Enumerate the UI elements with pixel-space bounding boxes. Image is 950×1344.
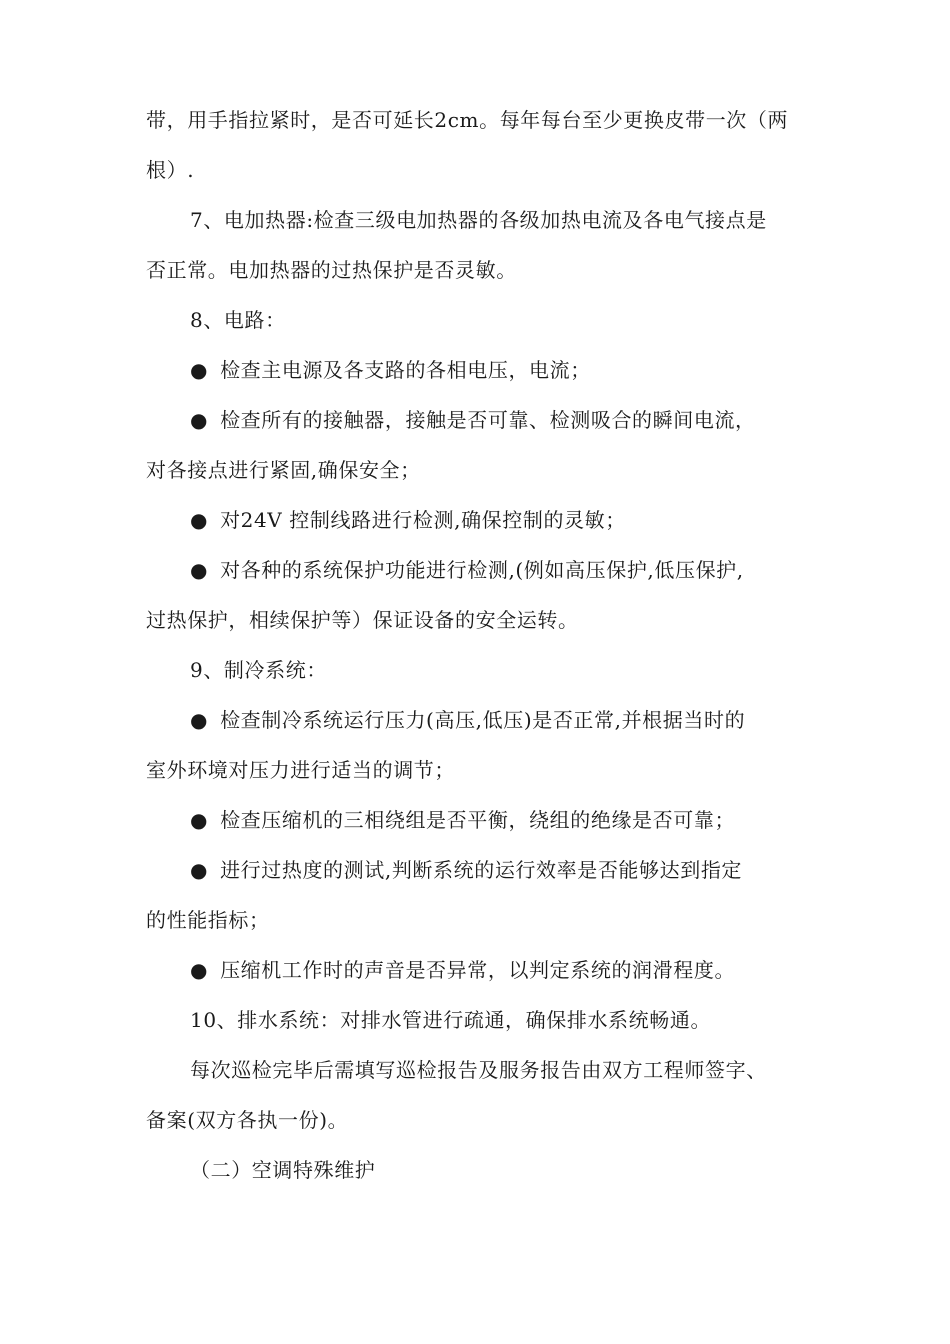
bullet-text: 压缩机工作时的声音是否异常，以判定系统的润滑程度。	[220, 958, 736, 982]
bullet-item-24v	[190, 508, 810, 532]
bullet-item-compressor-noise	[190, 958, 810, 982]
bullet-icon: ●	[190, 808, 209, 832]
bullet-text: 检查压缩机的三相绕组是否平衡，绕组的绝缘是否可靠；	[220, 808, 736, 832]
bullet-item-pressure-cont: 室外环境对压力进行适当的调节；	[146, 758, 455, 782]
bullet-icon: ●	[190, 408, 209, 432]
section-heading-special-maintenance: （二）空调特殊维护	[190, 1158, 376, 1182]
bullet-item-compressor-windings	[190, 808, 810, 832]
bullet-icon: ●	[190, 858, 209, 882]
item-8-circuit-heading: 8、电路：	[190, 308, 286, 332]
bullet-item-superheat-cont: 的性能指标；	[146, 908, 270, 932]
bullet-text: 检查所有的接触器，接触是否可靠、检测吸合的瞬间电流，	[220, 408, 756, 432]
item-10-drainage: 10、排水系统：对排水管进行疏通，确保排水系统畅通。	[190, 1008, 712, 1032]
inspection-report-note: 每次巡检完毕后需填写巡检报告及服务报告由双方工程师签字、	[190, 1058, 767, 1082]
bullet-item-contactors-cont: 对各接点进行紧固,确保安全；	[146, 458, 421, 482]
bullet-item-protection	[190, 558, 810, 582]
bullet-item-main-power	[190, 358, 810, 382]
bullet-icon: ●	[190, 358, 209, 382]
item-9-refrigeration-heading: 9、制冷系统：	[190, 658, 327, 682]
text-line-belt: 带，用手指拉紧时，是否可延长2cm。每年每台至少更换皮带一次（两	[146, 108, 789, 132]
bullet-icon: ●	[190, 508, 209, 532]
bullet-text: 检查主电源及各支路的各相电压，电流；	[220, 358, 591, 382]
bullet-item-protection-cont: 过热保护，相续保护等）保证设备的安全运转。	[146, 608, 579, 632]
text-line-belt-cont: 根）.	[146, 158, 195, 182]
item-7-heater: 7、电加热器:检查三级电加热器的各级加热电流及各电气接点是	[190, 208, 767, 232]
bullet-text: 对各种的系统保护功能进行检测,(例如高压保护,低压保护,	[220, 558, 744, 582]
bullet-icon: ●	[190, 708, 209, 732]
bullet-item-contactors	[190, 408, 810, 432]
bullet-icon: ●	[190, 958, 209, 982]
bullet-text: 进行过热度的测试,判断系统的运行效率是否能够达到指定	[220, 858, 743, 882]
bullet-text: 对24V 控制线路进行检测,确保控制的灵敏；	[220, 508, 626, 532]
item-7-heater-cont: 否正常。电加热器的过热保护是否灵敏。	[146, 258, 517, 282]
bullet-item-superheat	[190, 858, 810, 882]
bullet-icon: ●	[190, 558, 209, 582]
bullet-text: 检查制冷系统运行压力(高压,低压)是否正常,并根据当时的	[220, 708, 746, 732]
bullet-item-pressure	[190, 708, 810, 732]
inspection-report-note-cont: 备案(双方各执一份)。	[146, 1108, 349, 1132]
